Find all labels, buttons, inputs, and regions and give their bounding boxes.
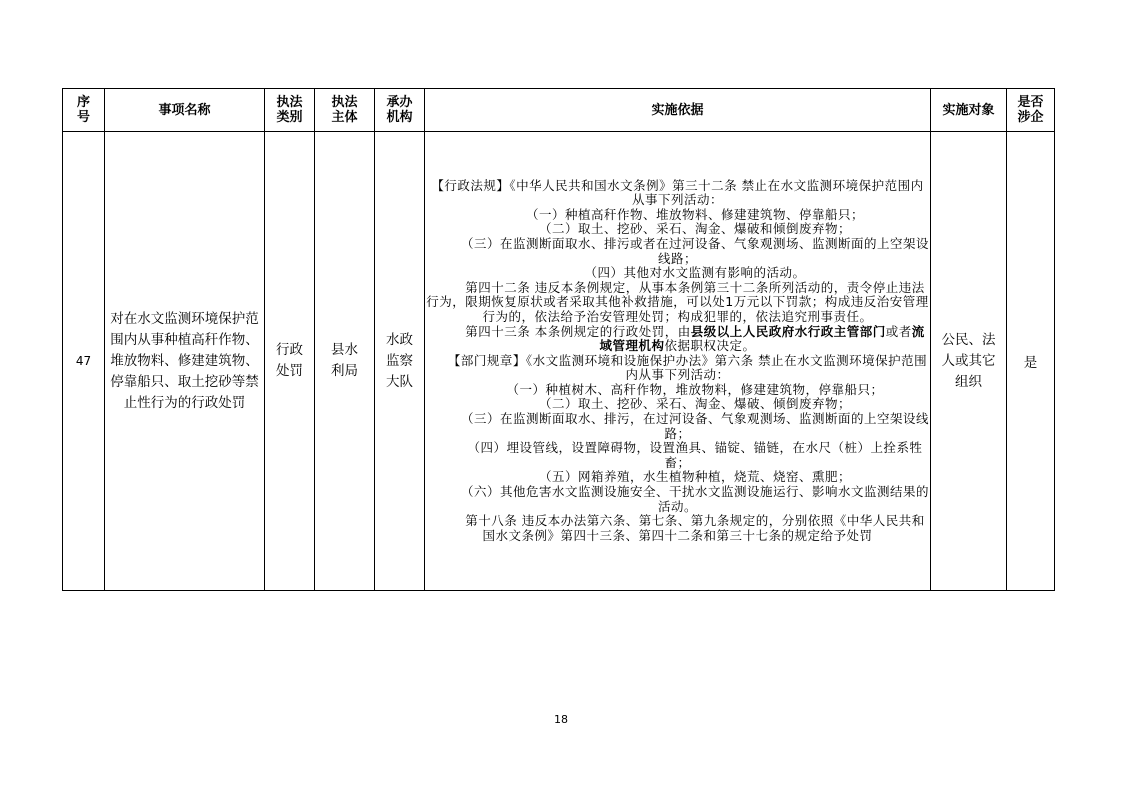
basis-para: （二）取土、挖砂、采石、淘金、爆破和倾倒废弃物； bbox=[538, 221, 851, 237]
table-row bbox=[63, 132, 1055, 591]
basis-para: （二）取土、挖砂、采石、淘金、爆破、倾倒废弃物； bbox=[538, 396, 851, 412]
header-corp: 是否涉企 bbox=[1007, 89, 1055, 132]
basis-para: （一）种植高秆作物、堆放物料、修建建筑物、停靠船只； bbox=[525, 206, 864, 222]
enforcement-table bbox=[62, 88, 1055, 591]
row-type: 行政处罚 bbox=[265, 132, 315, 591]
basis-para: 第四十三条 本条例规定的行政处罚，由县级以上人民政府水行政主管部门或者流域管理机构依据职权决定。 bbox=[465, 323, 925, 354]
page-number: 18 bbox=[554, 713, 568, 726]
header-target: 实施对象 bbox=[931, 89, 1007, 132]
basis-para: 第十八条 违反本办法第六条、第七条、第九条规定的，分别依照《中华人民共和国水文条例》第四十三条、第四十二条和第三十七条的规定给予处罚 bbox=[465, 513, 925, 543]
header-basis: 实施依据 bbox=[425, 89, 931, 132]
header-name: 事项名称 bbox=[105, 89, 265, 132]
basis-para: （六）其他危害水文监测设施安全、干扰水文监测设施运行、影响水文监测结果的活动。 bbox=[460, 484, 929, 514]
basis-para: （四）其他对水文监测有影响的活动。 bbox=[584, 265, 806, 281]
row-agency: 水政监察大队 bbox=[375, 132, 425, 591]
basis-para: （四）埋设管线，设置障碍物，设置渔具、锚锭、锚链，在水尺（桩）上拴系牲畜； bbox=[467, 440, 923, 470]
row-subject: 县水利局 bbox=[315, 132, 375, 591]
basis-bold: 县级以上人民政府水行政主管部门 bbox=[690, 323, 886, 339]
row-no: 47 bbox=[63, 132, 105, 591]
basis-para: （一）种植树木、高秆作物，堆放物料，修建建筑物，停靠船只； bbox=[506, 381, 884, 397]
header-no: 序号 bbox=[63, 89, 105, 132]
basis-para: （五）网箱养殖，水生植物种植，烧荒、烧窑、熏肥； bbox=[538, 469, 851, 485]
header-agency: 承办机构 bbox=[375, 89, 425, 132]
basis-para: （三）在监测断面取水、排污或者在过河设备、气象观测场、监测断面的上空架设线路； bbox=[460, 235, 929, 266]
header-subject: 执法主体 bbox=[315, 89, 375, 132]
basis-para: 第四十二条 违反本条例规定，从事本条例第三十二条所列活动的，责令停止违法行为，限期恢复原状或者采取其他补救措施，可以处1万元以下罚款；构成违反治安管理行为的，依法给予治安管理处罚；构成犯罪的，依法追究刑事责任。 bbox=[426, 279, 929, 324]
row-name: 对在水文监测环境保护范围内从事种植高秆作物、堆放物料、修建建筑物、停靠船只、取土挖砂等禁止性行为的行政处罚 bbox=[105, 132, 265, 591]
basis-para: （三）在监测断面取水、排污，在过河设备、气象观测场、监测断面的上空架设线路； bbox=[460, 411, 929, 441]
header-row bbox=[63, 89, 1055, 132]
basis-para: 【部门规章】《水文监测环境和设施保护办法》第六条 禁止在水文监测环境保护范围内从事下列活动： bbox=[447, 352, 928, 383]
row-target: 公民、法人或其它组织 bbox=[931, 132, 1007, 591]
basis-bold: 流域管理机构 bbox=[599, 323, 925, 354]
basis-para: 【行政法规】《中华人民共和国水文条例》第三十二条 禁止在水文监测环境保护范围内从事下列活动： bbox=[431, 177, 924, 208]
row-corp: 是 bbox=[1007, 132, 1055, 591]
row-basis bbox=[425, 132, 931, 591]
header-type: 执法类别 bbox=[265, 89, 315, 132]
